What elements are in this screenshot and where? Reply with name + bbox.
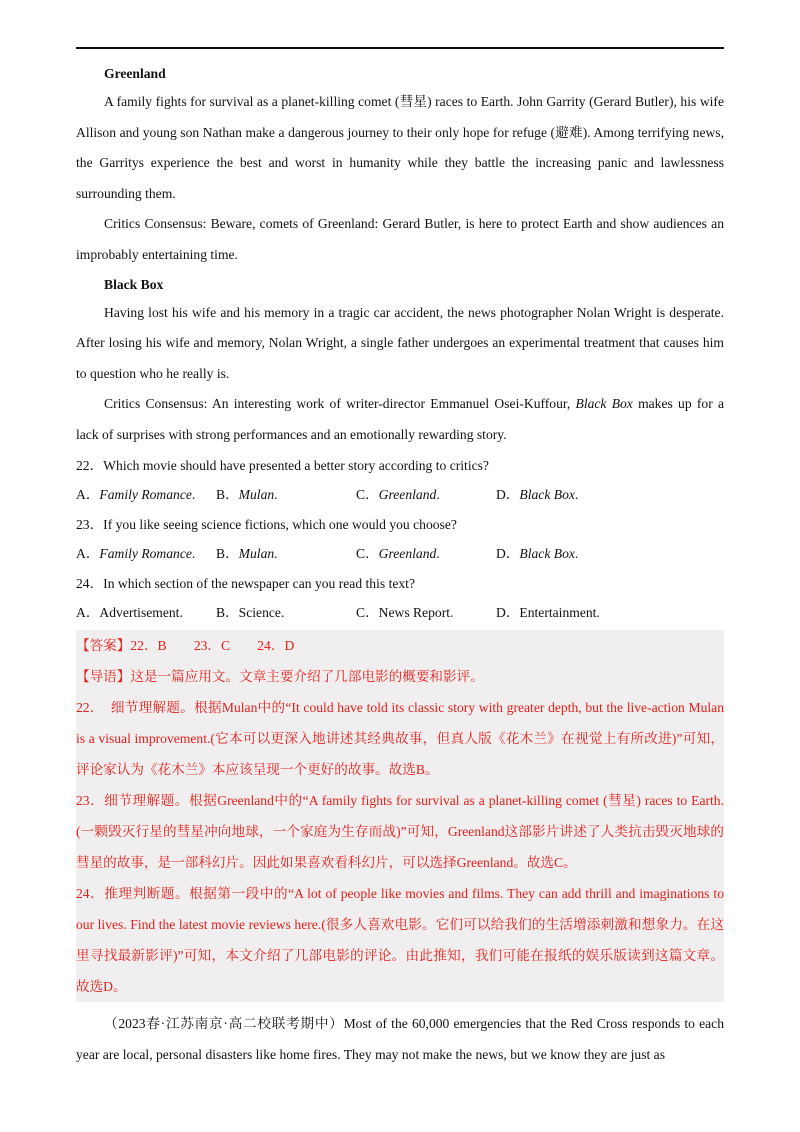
blackbox-critics-before: Critics Consensus: An interesting work of writer-director Emmanuel Osei-Kuffour,: [104, 396, 576, 412]
explanation-24: 24．推理判断题。根据第一段中的“A lot of people like movies and films. They can add thrill and imaginations to our lives. Find the latest movie reviews here.(很多人喜欢电影。它们可以给我们的生活增添刺激和想象力。在这里寻找最新影评)”可知，本文介绍了几部电影的评论。由此推知，我们可能在报纸的娱乐版读到这篇文章。故选D。: [76, 885, 724, 994]
question-24-options: [76, 598, 724, 628]
question-23-stem: 23．If you like seeing science fictions, which one would you choose?: [76, 516, 457, 532]
q24-option-c[interactable]: C．News Report.: [356, 605, 454, 621]
q24-option-b[interactable]: B．Science.: [216, 605, 285, 621]
explanation-22: 22． 细节理解题。根据Mulan中的“It could have told its classic story with greater depth, but the live-action Mulan is a visual improvement.(它本可以更深入地讲述其经典故事，但真人版《花木兰》在视觉上有所改进)”可知，评论家认为《花木兰》本应该呈现一个更好的故事。故选B。: [76, 699, 724, 777]
greenland-critics: Critics Consensus: Beware, comets of Greenland: Gerard Butler, is here to protect Earth and show audiences an improbably entertaining time.: [76, 216, 724, 262]
q22-option-b[interactable]: B．Mulan.: [216, 487, 278, 503]
question-22-stem: 22．Which movie should have presented a better story according to critics?: [76, 457, 489, 473]
explanation-23: 23．细节理解题。根据Greenland中的“A family fights for survival as a planet-killing comet (彗星) races to Earth.(一颗毁灭行星的彗星冲向地球，一个家庭为生存而战)”可知，Greenland这部影片讲述了人类抗击毁灭地球的彗星的故事，是一部科幻片。因此如果喜欢看科幻片，可以选择Greenland。故选C。: [76, 792, 724, 870]
q24-option-a[interactable]: A．Advertisement.: [76, 605, 183, 621]
greenland-synopsis: A family fights for survival as a planet-killing comet (彗星) races to Earth. John Garrity (Gerard Butler), his wife Allison and young son Nathan make a dangerous journey to their only hope for refuge (避难). Among terrifying news, the Garritys experience the best and worst in humanity while they battle the increasing panic and lawlessness surrounding them.: [76, 94, 724, 201]
question-23-options: [76, 539, 724, 569]
next-passage-intro: （2023春·江苏南京·高二校联考期中）Most of the 60,000 emergencies that the Red Cross responds to each year are local, personal disasters like home fires. They may not make the news, but we know they are just as: [76, 1015, 724, 1062]
blackbox-synopsis: Having lost his wife and his memory in a tragic car accident, the news photographer Nolan Wright is desperate. After losing his wife and memory, Nolan Wright, a single father undergoes an experimental treatment that causes him to question who he really is.: [76, 304, 724, 381]
q22-option-c[interactable]: C．Greenland.: [356, 487, 440, 503]
question-24-stem: 24．In which section of the newspaper can you read this text?: [76, 575, 415, 591]
q23-option-a[interactable]: A．Family Romance.: [76, 546, 196, 562]
q23-option-d[interactable]: D．Black Box.: [496, 546, 579, 562]
q23-option-b[interactable]: B．Mulan.: [216, 546, 278, 562]
document-body: [76, 60, 724, 1070]
blackbox-critics-after: makes up for a lack of surprises with strong performances and an emotionally rewarding story.: [76, 396, 724, 442]
answer-explanation-block: [76, 630, 724, 1002]
blackbox-critics: [76, 389, 724, 450]
blackbox-heading: Black Box: [104, 276, 164, 292]
q23-option-c[interactable]: C．Greenland.: [356, 546, 440, 562]
top-rule: [76, 47, 724, 49]
q22-option-a[interactable]: A．Family Romance.: [76, 487, 196, 503]
answer-key: 【答案】22．B 23．C 24．D: [76, 637, 295, 653]
greenland-heading: Greenland: [104, 66, 166, 81]
answer-guide: 【导语】这是一篇应用文。文章主要介绍了几部电影的概要和影评。: [76, 668, 484, 684]
q24-option-d[interactable]: D．Entertainment.: [496, 605, 600, 621]
q22-option-d[interactable]: D．Black Box.: [496, 487, 579, 503]
question-22-options: [76, 480, 724, 510]
blackbox-critics-title: Black Box: [575, 396, 633, 412]
